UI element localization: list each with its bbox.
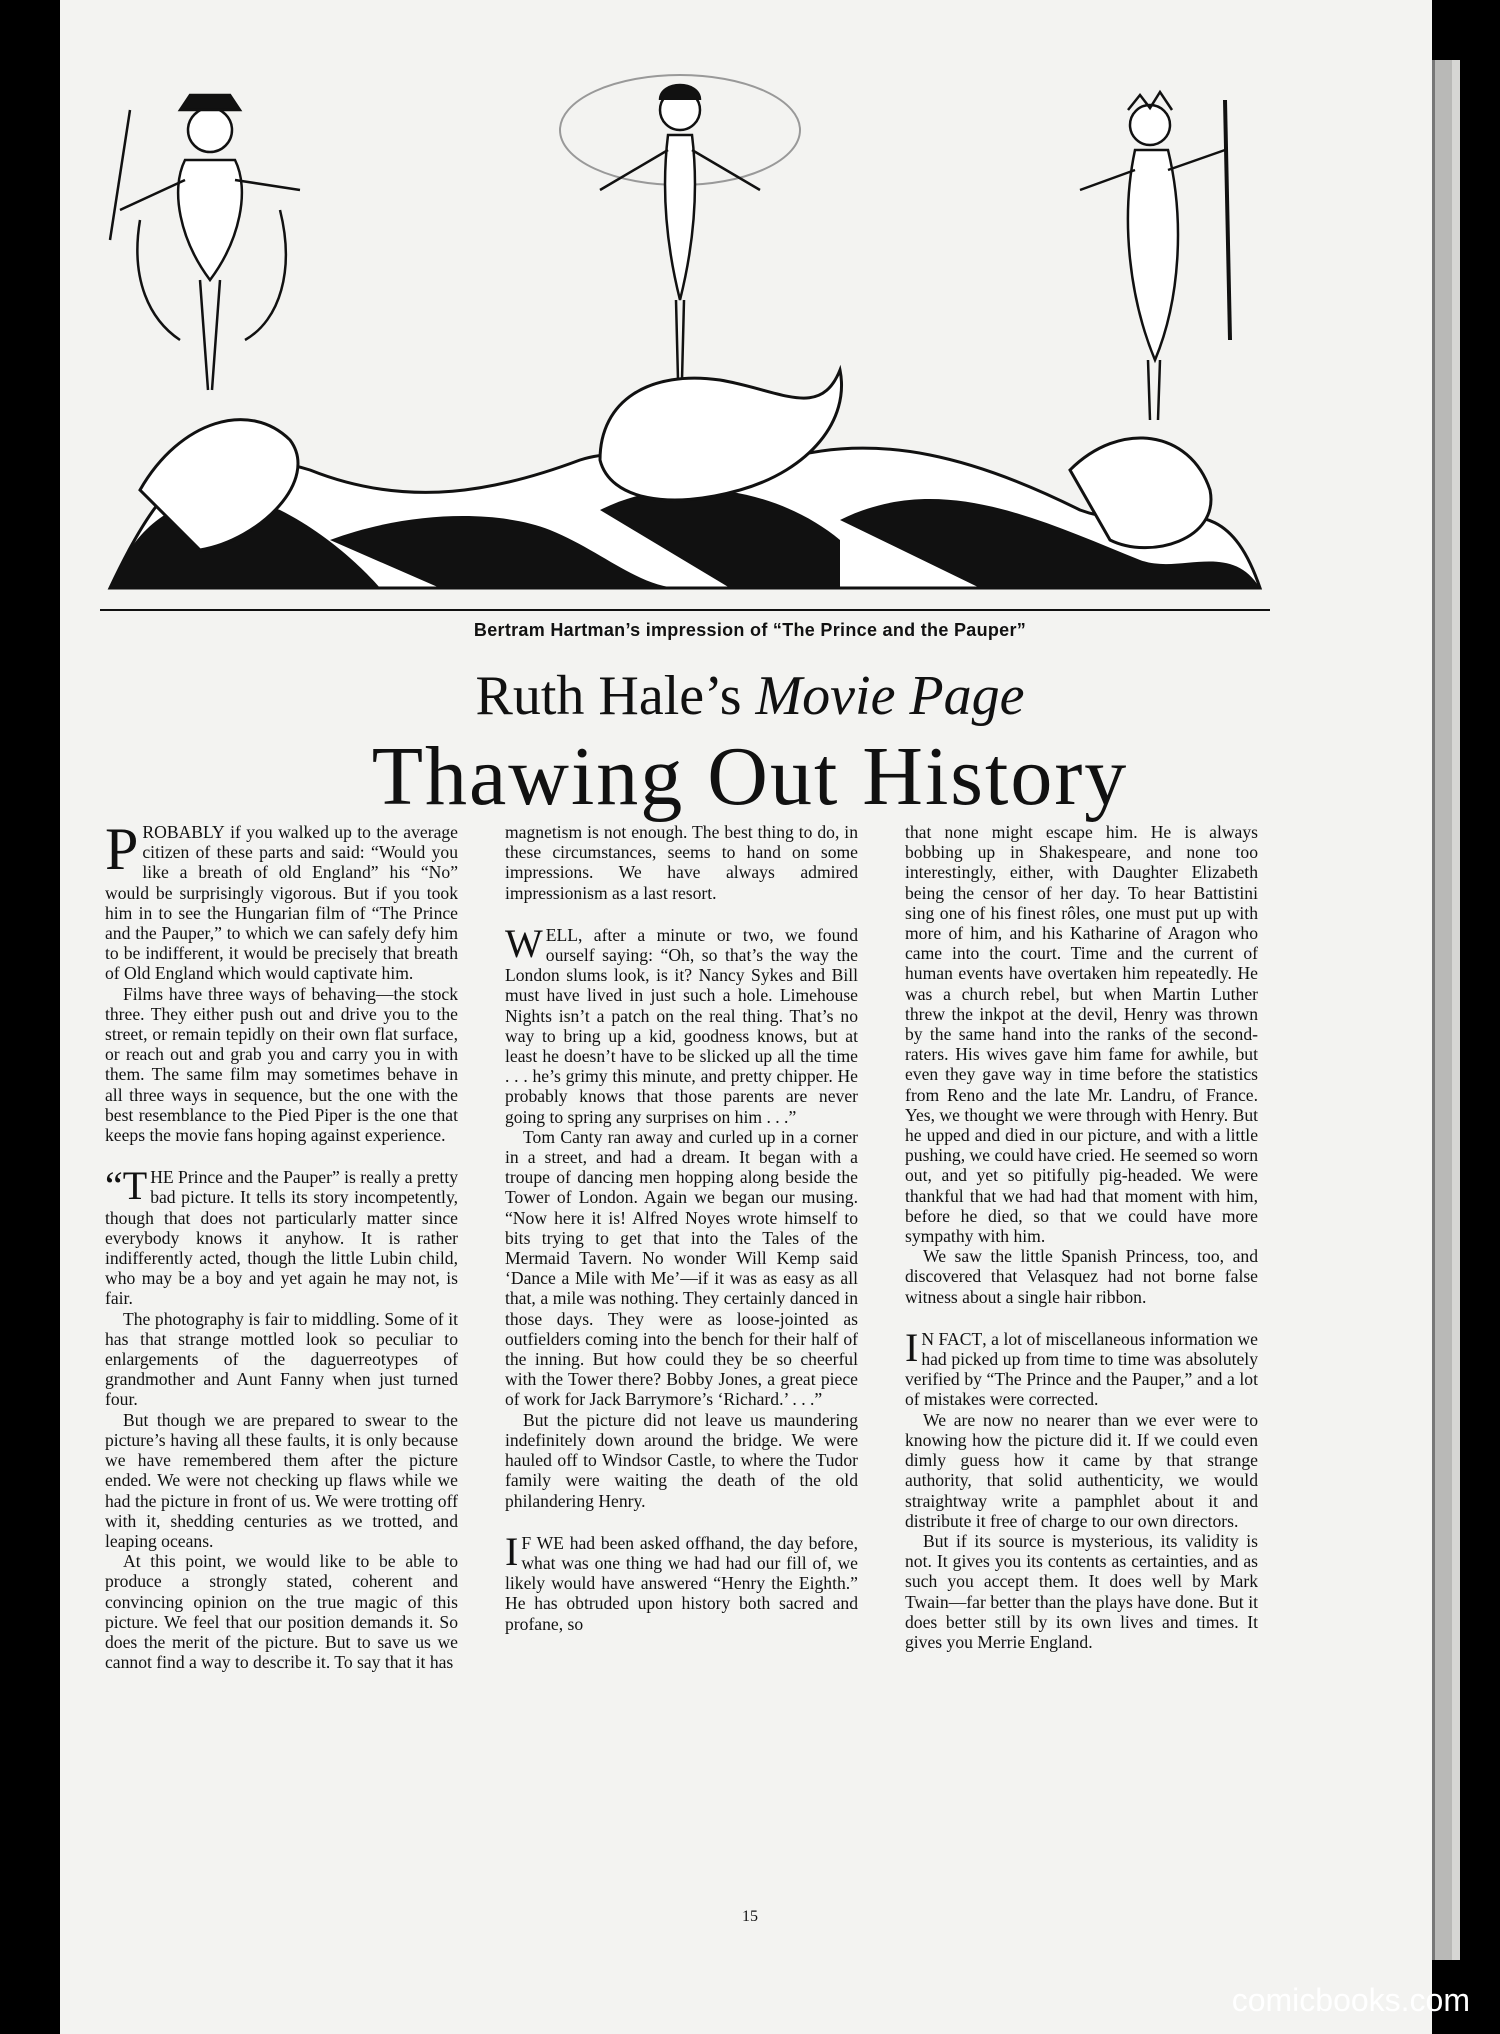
column-title: Ruth Hale’s Movie Page <box>475 665 1025 727</box>
paragraph: PROBABLY if you walked up to the average citizen of these parts and said: “Would you like a breath of old England” his “No” would be surprisingly vigorous. But if you took him in to see the Hungarian film of “The Prince and the Pauper,” to which we can safely defy him to be indifferent, it would be precisely that breath of Old England which would captivate him. <box>105 816 458 984</box>
illustration-caption: Bertram Hartman’s impression of “The Prince and the Pauper” <box>473 620 1027 640</box>
paragraph: At this point, we would like to be able to produce a strongly stated, coherent and convincing opinion on the true magic of this picture. We feel that our position demands it. So does the merit of the picture. But to save us we cannot find a way to describe it. To say that it has <box>105 1551 458 1673</box>
watermark: comicbooks.com <box>1231 1982 1470 2018</box>
column-title-italic: Movie Page <box>755 665 1025 727</box>
article-column-1 <box>105 816 458 1673</box>
page-number: 15 <box>742 1908 758 1925</box>
article-column-2 <box>505 822 858 1634</box>
paragraph: I F WE had been asked offhand, the day before, what was one thing we had had our fill of, we likely would have answered “Henry the Eighth.” He has obtruded upon history both sacred and profane, so <box>505 1528 859 1634</box>
paragraph: But though we are prepared to swear to the picture’s having all these faults, it is only because we have remembered them after the picture ended. We were not checking up flaws while we had the picture in front of us. We were trotting off with it, shedding centuries as we trotted, and leaping oceans. <box>105 1409 458 1551</box>
paragraph: “THE Prince and the Pauper” is really a pretty bad picture. It tells its story incompetently, though that does not particularly matter since everybody knows it anyhow. It is rather indifferently acted, though the little Lubin child, who may be a boy and yet again he may not, is fair. <box>105 1163 458 1309</box>
article-headline: Thawing Out History <box>371 730 1129 823</box>
paragraph: But the picture did not leave us maundering indefinitely down around the bridge. We were hauled off to Windsor Castle, to where the Tudor family were waiting the death of the old philandering Henry. <box>505 1409 858 1511</box>
page-edge <box>1452 60 1460 1960</box>
article-column-3 <box>905 822 1258 1652</box>
paragraph: The photography is fair to middling. Some of it has that strange mottled look so peculiar to enlargements of the daguerreotypes of grandmother and Aunt Fanny when just turned four. <box>105 1308 458 1410</box>
paragraph: We are now no nearer than we ever were to knowing how the picture did it. If we could even dimly guess how it came by that strange authority, that solid authenticity, we would straightway write a pamphlet about it and distribute it free of charge to our own directors. <box>905 1409 1258 1531</box>
paragraph: I N FACT, a lot of miscellaneous information we had picked up from time to time was absolutely verified by “The Prince and the Pauper,” and a lot of mistakes were corrected. <box>905 1324 1258 1410</box>
paragraph: magnetism is not enough. The best thing to do, in these circumstances, seems to hand on some impressions. We have always admired impressionism as a last resort. <box>505 822 858 903</box>
paragraph: WELL, after a minute or two, we found ourself saying: “Oh, so that’s the way the London slums look, is it? Nancy Sykes and Bill must have lived in just such a hole. Limehouse Nights isn’t a patch on the real thing. That’s no way to bring up a kid, goodness knows, but at least he doesn’t have to be slicked up all the time . . . he’s grimy this minute, and pretty chipper. He probably knows that those parents are never going to spring any surprises on him . . .” <box>505 920 858 1127</box>
paragraph: But if its source is mysterious, its validity is not. It gives you its contents as certainties, and as such you accept them. It does well by Mark Twain—far better than the plays have done. But it does better still by its own lives and times. It gives you Merrie England. <box>905 1530 1258 1652</box>
paragraph: that none might escape him. He is always bobbing up in Shakespeare, and none too interestingly, either, with Daughter Elizabeth being the censor of her day. To hear Battistini sing one of his finest rôles, one must put up with more of him, and his Katharine of Aragon who came into the court. Time and the current of human events have overtaken him repeatedly. He was a church rebel, but when Martin Luther threw the inkpot at the devil, Henry was thrown by the same hand into the ranks of the second-raters. His wives gave him fame for awhile, but even they gave way in time before the statistics from Reno and the late Mr. Landru, of France. Yes, we thought we were through with Henry. But he upped and died in our picture, and with a little pushing, we could have cried. He seemed so worn out, and yet so pitifully pig-headed. We were thankful that we had had that moment with him, before he died, so that we could have more sympathy with him. <box>905 822 1258 1247</box>
paragraph: Tom Canty ran away and curled up in a corner in a street, and had a dream. It began with a troupe of dancing men hopping along beside the Tower of London. Again we began our musing. “Now here it is! Alfred Noyes wrote himself to bits trying to get that into the Tales of the Mermaid Tavern. No wonder Will Kemp said ‘Dance a Mile with Me’—if it was as easy as all that, a mile was nothing. They certainly danced in those days. They were as loose-jointed as outfielders coming into the bench for their half of the inning. But how could they be so cheerful with the Tower there? Bobby Jones, a great piece of work for Jack Barrymore’s ‘Richard.’ . . .” <box>505 1126 858 1410</box>
paragraph: Films have three ways of behaving—the stock three. They either push out and drive you to the street, or remain tepidly on their own flat surface, or reach out and grab you and carry you in with them. The same film may sometimes behave in all three ways in sequence, but the one with the best resemblance to the Pied Piper is the one that keeps the movie fans hoping against experience. <box>105 983 458 1146</box>
paragraph: We saw the little Spanish Princess, too, and discovered that Velasquez had not borne false witness about a single hair ribbon. <box>905 1246 1258 1307</box>
illustration-prince-and-pauper <box>80 40 1285 620</box>
